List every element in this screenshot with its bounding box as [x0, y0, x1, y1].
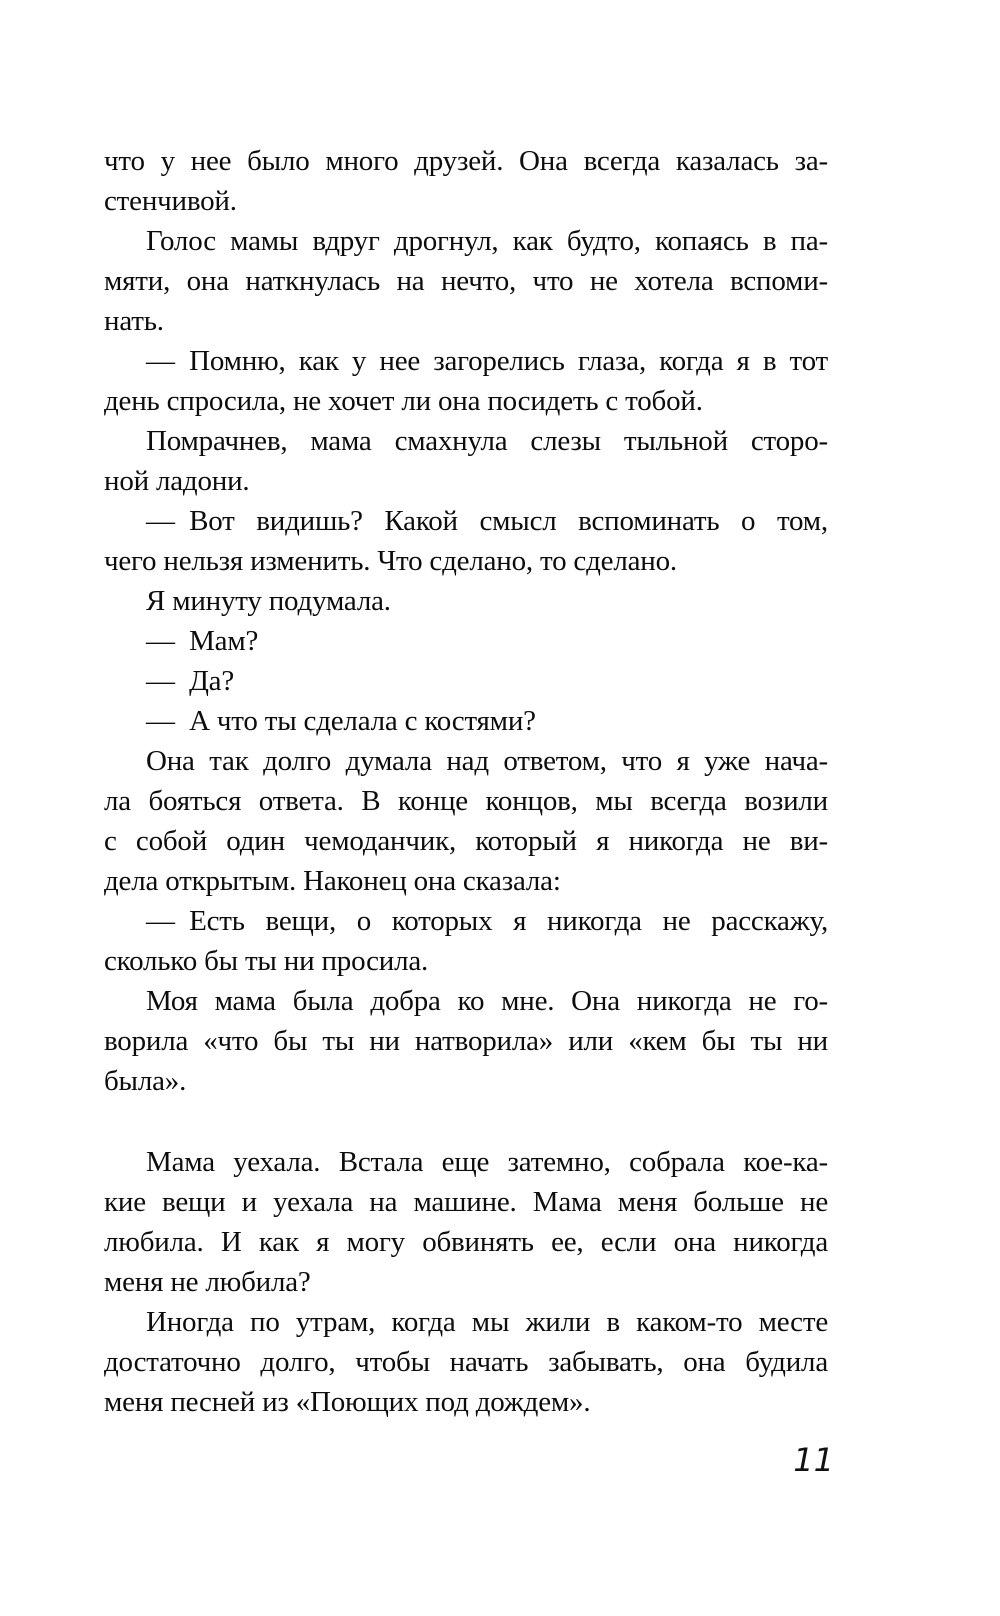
dialogue-line: — Мам?: [146, 625, 259, 657]
text-line: Помрачнев, мама смахнула слезы тыльной сторо-: [146, 425, 828, 457]
text-line: день спросила, не хочет ли она посидеть с тобой.: [104, 385, 703, 417]
text-line: мяти, она наткнулась на нечто, что не хотела вспоми-: [104, 265, 828, 297]
text-line: Она так долго думала над ответом, что я уже нача-: [146, 745, 828, 777]
text-line: была».: [104, 1065, 187, 1097]
text-line: сколько бы ты ни просила.: [104, 945, 429, 977]
text-line: нать.: [104, 305, 164, 337]
text-line: Мама уехала. Встала еще затемно, собрала кое-ка-: [146, 1146, 828, 1178]
text-line: чего нельзя изменить. Что сделано, то сделано.: [104, 545, 677, 577]
text-line: Голос мамы вдруг дрогнул, как будто, копаясь в па-: [146, 225, 828, 257]
text-line: ворила «что бы ты ни натворила» или «кем бы ты ни: [104, 1025, 828, 1057]
text-line: кие вещи и уехала на машине. Мама меня больше не: [104, 1186, 828, 1218]
text-line: любила. И как я могу обвинять ее, если она никогда: [104, 1226, 828, 1258]
dialogue-line: — Вот видишь? Какой смысл вспоминать о том,: [146, 505, 828, 537]
text-line: ла бояться ответа. В конце концов, мы всегда возили: [104, 785, 828, 817]
text-line: стенчивой.: [104, 185, 237, 217]
text-line: Я минуту подумала.: [146, 585, 391, 617]
text-line: ной ладони.: [104, 465, 250, 497]
dialogue-line: — А что ты сделала с костями?: [146, 705, 536, 737]
text-line: Иногда по утрам, когда мы жили в каком-то месте: [146, 1306, 828, 1338]
dialogue-line: — Помню, как у нее загорелись глаза, когда я в тот: [146, 345, 828, 377]
text-line: с собой один чемоданчик, который я никогда не ви-: [104, 825, 828, 857]
text-line: Моя мама была добра ко мне. Она никогда не го-: [146, 985, 828, 1017]
dialogue-line: — Есть вещи, о которых я никогда не расскажу,: [146, 905, 828, 937]
text-line: что у нее было много друзей. Она всегда казалась за-: [104, 145, 828, 177]
page-number: 11: [793, 1441, 834, 1479]
text-line: меня песней из «Поющих под дождем».: [104, 1386, 591, 1418]
text-line: достаточно долго, чтобы начать забывать, она будила: [104, 1346, 828, 1378]
text-line: меня не любила?: [104, 1266, 311, 1298]
page-text-column: [104, 141, 828, 1422]
dialogue-line: — Да?: [146, 665, 235, 697]
text-line: дела открытым. Наконец она сказала:: [104, 865, 561, 897]
